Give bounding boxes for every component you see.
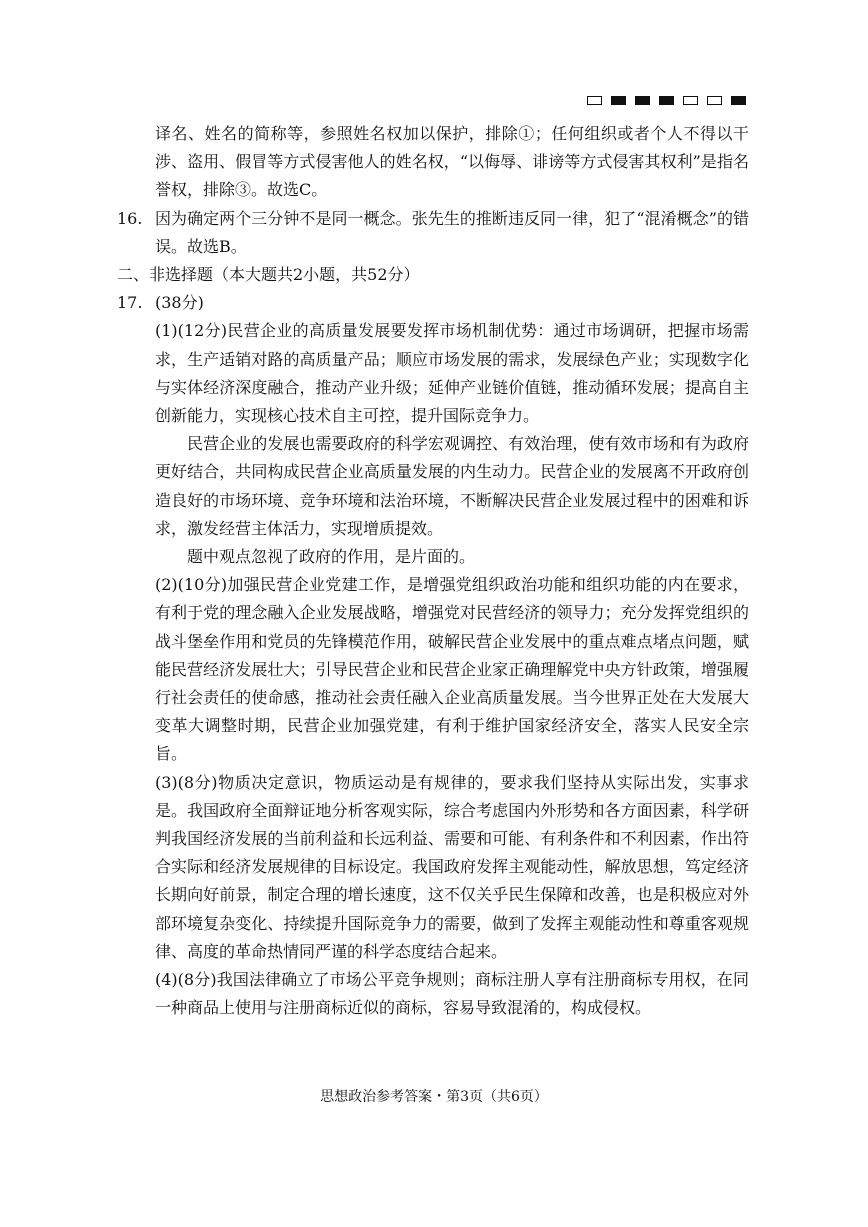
q17-part2: (2)(10分)加强民营企业党建工作，是增强党组织政治功能和组织功能的内在要求，有利于党的理念融入企业发展战略，增强党对民营经济的领导力；充分发挥党组织的战斗堡垒作用和党员的先锋模范作用，破解民营企业发展中的重点难点堵点问题，赋能民营经济发展壮大；引导民营企业和民营企业家正确理解党中央方针政策，增强履行社会责任的使命感，推动社会责任融入企业高质量发展。当今世界正处在大发展大变革大调整时期，民营企业加强党建，有利于维护国家经济安全，落实人民安全宗旨。 <box>155 575 749 764</box>
empty-square-mark <box>587 96 602 105</box>
q15-continuation: 译名、姓名的简称等，参照姓名权加以保护，排除①；任何组织或者个人不得以干涉、盗用、假冒等方式侵害他人的姓名权，“以侮辱、诽谤等方式侵害其权利”是指名誉权，排除③。故选C。 <box>155 124 749 200</box>
answer-content <box>117 120 749 1023</box>
q17-score: (38分) <box>155 293 204 313</box>
q17-number: 17. <box>117 293 143 313</box>
q17-part1: (1)(12分)民营企业的高质量发展要发挥市场机制优势：通过市场调研，把握市场需求，生产适销对路的高质量产品；顺应市场发展的需求，发展绿色产业；实现数字化与实体经济深度融合，推动产业升级；延伸产业链价值链，推动循环发展；提高自主创新能力，实现核心技术自主可控，提升国际竞争力。 <box>155 321 749 426</box>
q17-part1-para2: 民营企业的发展也需要政府的科学宏观调控、有效治理，使有效市场和有为政府更好结合，共同构成民营企业高质量发展的内生动力。民营企业的发展离不开政府创造良好的市场环境、竞争环境和法治环境，不断解决民营企业发展过程中的困难和诉求，激发经营主体活力，实现增质提效。 <box>155 434 749 538</box>
empty-square-mark <box>707 96 722 105</box>
q17-part1-conclusion: 题中观点忽视了政府的作用，是片面的。 <box>187 547 476 567</box>
q17-part3: (3)(8分)物质决定意识，物质运动是有规律的，要求我们坚持从实际出发，实事求是。我国政府全面辩证地分析客观实际，综合考虑国内外形势和各方面因素，科学研判我国经济发展的当前利益和长远利益、需要和可能、有利条件和不利因素，作出符合实际和经济发展规律的目标设定。我国政府发挥主观能动性，解放思想，笃定经济长期向好前景，制定合理的增长速度，这不仅关乎民生保障和改善，也是积极应对外部环境复杂变化、持续提升国际竞争力的需要，做到了发挥主观能动性和尊重客观规律、高度的革命热情同严谨的科学态度结合起来。 <box>155 772 749 961</box>
filled-square-mark <box>611 96 626 105</box>
q16-number: 16. <box>117 208 143 228</box>
filled-square-mark <box>731 96 746 105</box>
q16-block <box>117 205 749 261</box>
q17-block <box>117 289 749 317</box>
empty-square-mark <box>683 96 698 105</box>
filled-square-mark <box>659 96 674 105</box>
filled-square-mark <box>635 96 650 105</box>
section2-title: 二、非选择题（本大题共2小题，共52分） <box>117 265 420 285</box>
header-marks <box>587 96 746 105</box>
q17-part4: (4)(8分)我国法律确立了市场公平竞争规则；商标注册人享有注册商标专用权，在同一种商品上使用与注册商标近似的商标，容易导致混淆的，构成侵权。 <box>155 970 749 1018</box>
q16-text: 因为确定两个三分钟不是同一概念。张先生的推断违反同一律，犯了“混淆概念”的错误。故选B。 <box>155 208 749 256</box>
page-footer: 思想政治参考答案・第3页（共6页） <box>320 1089 548 1105</box>
